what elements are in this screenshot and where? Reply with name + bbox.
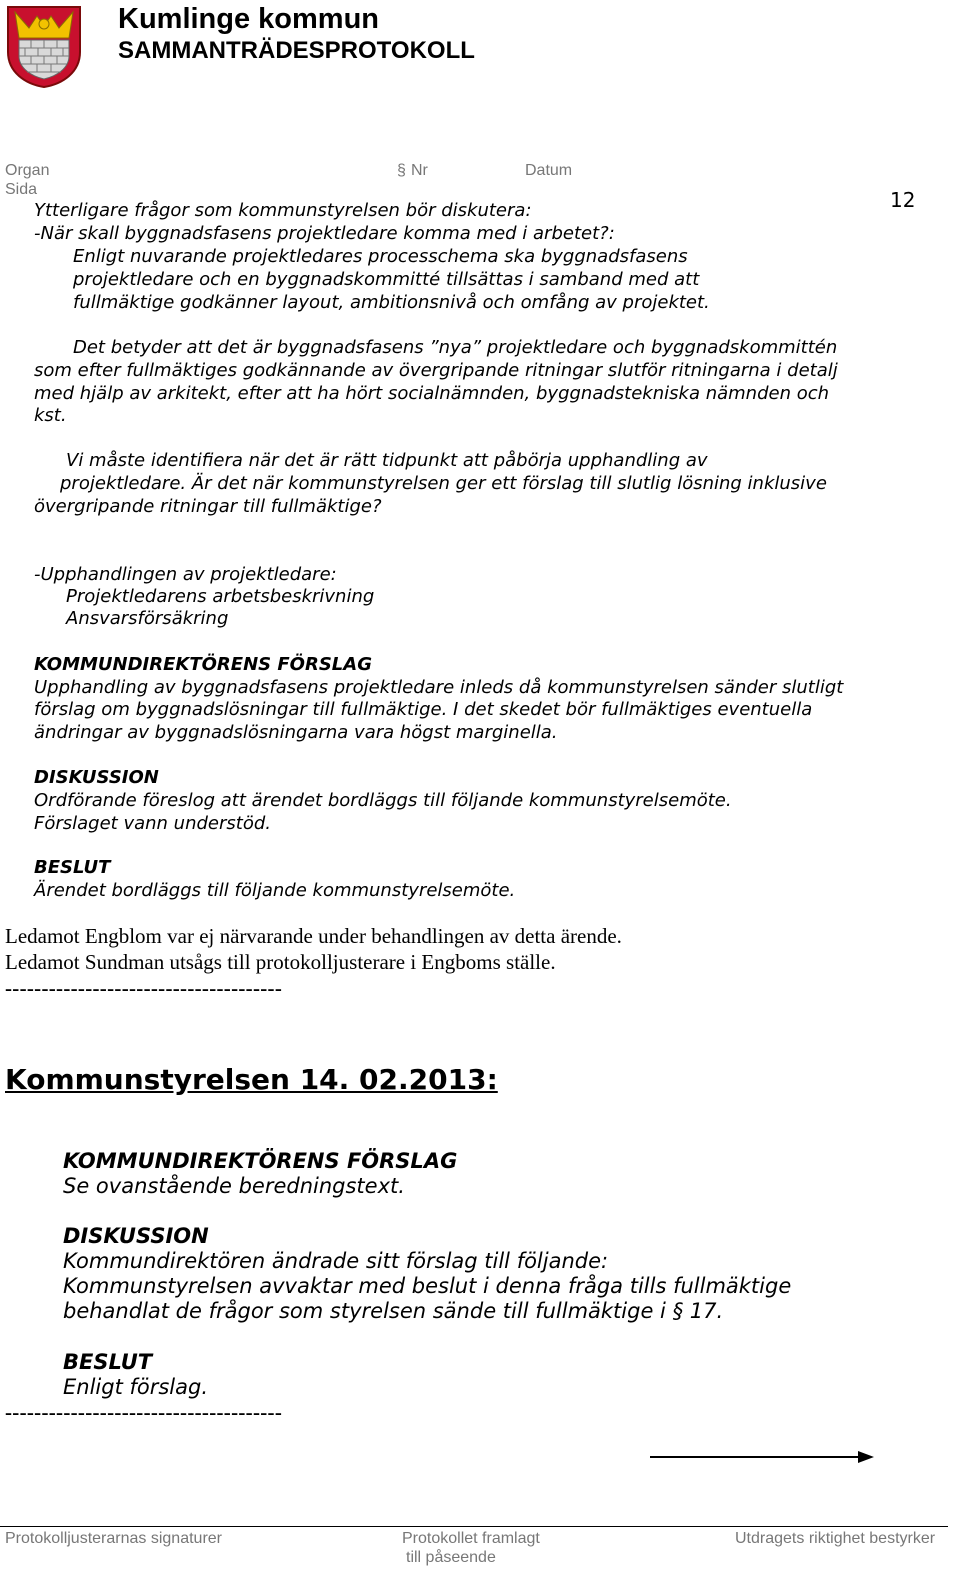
organ-label: Organ <box>5 162 50 179</box>
document-type: SAMMANTRÄDESPROTOKOLL <box>118 37 475 64</box>
right-arrow-icon <box>650 1449 875 1465</box>
separator: -------------------------------------- <box>5 1400 283 1424</box>
decision-heading: BESLUT <box>63 1350 153 1374</box>
paragraph-line: som efter fullmäktiges godkännande av övergripande ritningar slutför ritningarna i detalj <box>34 360 838 381</box>
page-number: 12 <box>890 188 916 212</box>
discussion-line: behandlat de frågor som styrelsen sände till fullmäktige i § 17. <box>63 1299 724 1323</box>
paragraph-line: projektledare. Är det när kommunstyrelsen ger ett förslag till slutlig lösning inklusive <box>60 473 827 494</box>
paragraph-line: Vi måste identifiera när det är rätt tidpunkt att påbörja upphandling av <box>66 450 708 471</box>
footer-rule <box>0 1526 948 1527</box>
footer-posted-line2: till påseende <box>406 1549 496 1566</box>
municipality-name: Kumlinge kommun <box>118 3 380 35</box>
discussion-heading: DISKUSSION <box>34 767 159 788</box>
discussion-line: Förslaget vann understöd. <box>34 813 271 834</box>
section-symbol: § <box>397 162 406 179</box>
answer-line: projektledare och en byggnadskommitté tillsättas i samband med att <box>73 269 700 290</box>
paragraph-line: övergripande ritningar till fullmäktige? <box>34 496 382 517</box>
proposal-heading: KOMMUNDIREKTÖRENS FÖRSLAG <box>63 1149 458 1173</box>
decision-text: Enligt förslag. <box>63 1375 209 1399</box>
nr-label: Nr <box>411 162 428 179</box>
paragraph-line: kst. <box>34 405 67 426</box>
separator: -------------------------------------- <box>5 976 283 1000</box>
decision-heading: BESLUT <box>34 857 111 878</box>
note-line: Ledamot Engblom var ej närvarande under behandlingen av detta ärende. <box>5 924 622 948</box>
procurement-title: -Upphandlingen av projektledare: <box>34 564 337 585</box>
note-line: Ledamot Sundman utsågs till protokolljusterare i Engboms ställe. <box>5 950 556 974</box>
proposal-line: Upphandling av byggnadsfasens projektledare inleds då kommunstyrelsen sänder slutligt <box>34 677 844 698</box>
question-1: -När skall byggnadsfasens projektledare komma med i arbetet?: <box>34 223 615 244</box>
proposal-heading: KOMMUNDIREKTÖRENS FÖRSLAG <box>34 654 372 675</box>
answer-line: Enligt nuvarande projektledares processchema ska byggnadsfasens <box>73 246 688 267</box>
datum-label: Datum <box>525 162 573 179</box>
discussion-line: Kommundirektören ändrade sitt förslag till följande: <box>63 1249 609 1273</box>
paragraph-line: med hjälp av arkitekt, efter att ha hört socialnämnden, byggnadstekniska nämnden och <box>34 383 830 404</box>
decision-text: Ärendet bordläggs till följande kommunstyrelsemöte. <box>34 880 516 901</box>
proposal-line: förslag om byggnadslösningar till fullmäktige. I det skedet bör fullmäktiges eventuella <box>34 699 813 720</box>
proposal-line: ändringar av byggnadslösningarna vara högst marginella. <box>34 722 558 743</box>
sida-label: Sida <box>5 181 38 198</box>
questions-intro: Ytterligare frågor som kommunstyrelsen bör diskutera: <box>34 200 532 221</box>
paragraph-line: Det betyder att det är byggnadsfasens ”nya” projektledare och byggnadskommittén <box>73 337 838 358</box>
footer-signatures: Protokolljusterarnas signaturer <box>5 1530 222 1547</box>
proposal-text: Se ovanstående beredningstext. <box>63 1174 405 1198</box>
section-heading: Kommunstyrelsen 14. 02.2013: <box>5 1063 498 1096</box>
footer-certified: Utdragets riktighet bestyrker <box>735 1530 936 1547</box>
footer-posted: Protokollet framlagt <box>402 1530 540 1547</box>
discussion-line: Ordförande föreslog att ärendet bordläggs till följande kommunstyrelsemöte. <box>34 790 732 811</box>
procurement-item: Projektledarens arbetsbeskrivning <box>66 586 375 607</box>
discussion-heading: DISKUSSION <box>63 1224 209 1248</box>
procurement-item: Ansvarsförsäkring <box>66 608 229 629</box>
coat-of-arms-icon <box>5 4 83 88</box>
answer-line: fullmäktige godkänner layout, ambitionsnivå och omfång av projektet. <box>73 292 710 313</box>
discussion-line: Kommunstyrelsen avvaktar med beslut i denna fråga tills fullmäktige <box>63 1274 792 1298</box>
